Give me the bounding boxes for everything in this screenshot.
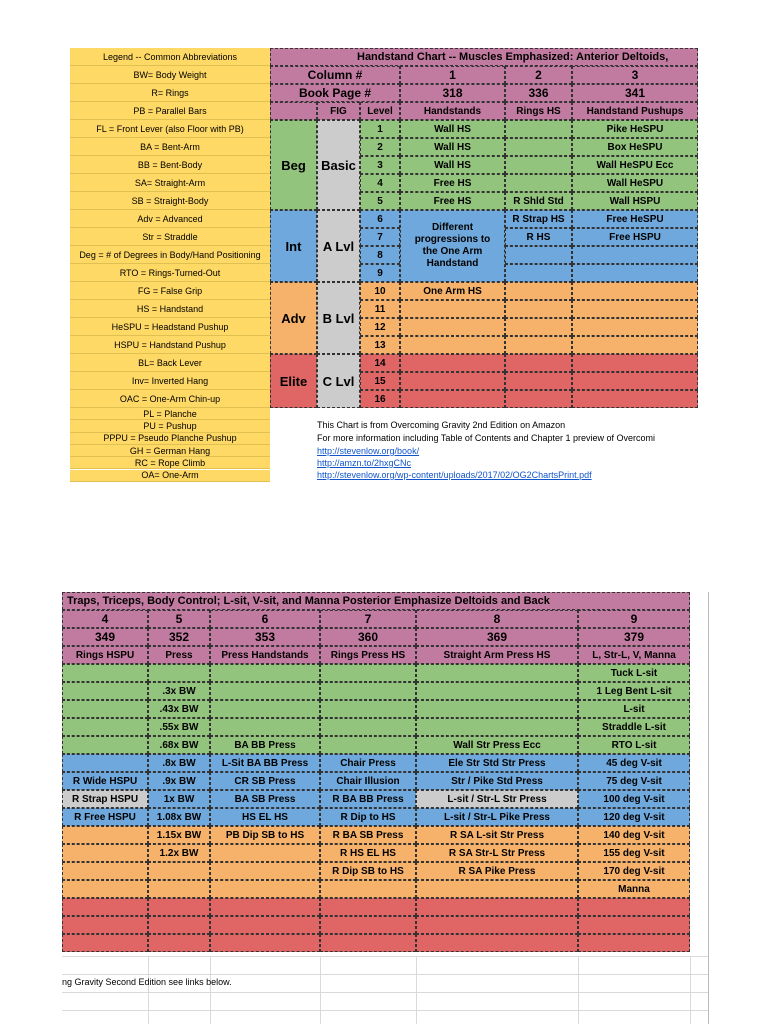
handstand-cell [400,372,505,390]
press-cell: 1.15x BW [148,826,210,844]
legend-item: OA= One-Arm [70,470,270,482]
legend-item: BB = Bent-Body [70,156,270,174]
header-blank [270,102,317,120]
lsit-vsit-cell: L-sit [578,700,690,718]
column-number: 7 [320,610,416,628]
press-cell [148,898,210,916]
rings-hs-cell [505,390,572,408]
fig-group: B Lvl [317,282,360,354]
level-number: 8 [360,246,400,264]
note-continued: ng Gravity Second Edition see links below. [62,977,232,987]
legend-item: OAC = One-Arm Chin-up [70,390,270,408]
column-header: Level [360,102,400,120]
rings-hspu-cell: R Wide HSPU [62,772,148,790]
press-handstand-cell [210,880,320,898]
hspu-cell: Wall HeSPU Ecc [572,156,698,174]
legend-item: SB = Straight-Body [70,192,270,210]
sheet-gridline [708,592,709,1024]
sheet-gridline [148,956,149,1024]
column-number: 9 [578,610,690,628]
press-handstand-cell: HS EL HS [210,808,320,826]
level-number: 6 [360,210,400,228]
rings-hs-cell: R HS [505,228,572,246]
rings-hspu-cell [62,880,148,898]
sheet-gridline [578,956,579,1024]
press-handstand-cell: PB Dip SB to HS [210,826,320,844]
column-header: Press [148,646,210,664]
column-number: 8 [416,610,578,628]
legend-item: PPPU = Pseudo Planche Pushup [70,433,270,445]
lsit-vsit-cell [578,898,690,916]
rings-hs-cell [505,318,572,336]
straight-arm-press-cell: L-sit / Str-L Pike Press [416,808,578,826]
book-page-number: 360 [320,628,416,646]
legend-item: HSPU = Handstand Pushup [70,336,270,354]
hspu-cell [572,264,698,282]
press-handstand-cell [210,682,320,700]
handstand-cell: Wall HS [400,138,505,156]
rings-hspu-cell [62,754,148,772]
lsit-vsit-cell: 170 deg V-sit [578,862,690,880]
level-number: 1 [360,120,400,138]
rings-press-hs-cell: R Dip SB to HS [320,862,416,880]
level-number: 2 [360,138,400,156]
straight-arm-press-cell [416,898,578,916]
legend-item: BW= Body Weight [70,66,270,84]
level-number: 5 [360,192,400,210]
rings-hspu-cell [62,934,148,952]
lsit-vsit-cell: 100 deg V-sit [578,790,690,808]
press-handstand-cell: BA SB Press [210,790,320,808]
column-number: 5 [148,610,210,628]
handstand-cell [400,354,505,372]
rings-press-hs-cell: R BA SB Press [320,826,416,844]
hspu-cell: Pike HeSPU [572,120,698,138]
rings-press-hs-cell [320,880,416,898]
sheet-gridline [62,992,708,993]
press-cell: .8x BW [148,754,210,772]
link-charts-pdf[interactable]: http://stevenlow.org/wp-content/uploads/2017/02/OG2ChartsPrint.pdf [317,470,592,480]
lsit-vsit-cell: 75 deg V-sit [578,772,690,790]
straight-arm-press-cell [416,664,578,682]
book-page-number: 318 [400,84,505,102]
handstand-cell: Wall HS [400,120,505,138]
legend-item: HS = Handstand [70,300,270,318]
legend-item: Adv = Advanced [70,210,270,228]
rings-hspu-cell [62,664,148,682]
lsit-vsit-cell [578,916,690,934]
column-header: Straight Arm Press HS [416,646,578,664]
lsit-vsit-cell [578,934,690,952]
handstand-cell [400,336,505,354]
straight-arm-press-cell: Str / Pike Std Press [416,772,578,790]
rings-hspu-cell: R Strap HSPU [62,790,148,808]
rings-hs-cell [505,264,572,282]
straight-arm-press-cell: L-sit / Str-L Str Press [416,790,578,808]
chart-title-top: Handstand Chart -- Muscles Emphasized: Anterior Deltoids, [270,48,698,66]
rings-press-hs-cell: Chair Press [320,754,416,772]
column-header: Rings HSPU [62,646,148,664]
hspu-cell: Free HSPU [572,228,698,246]
press-handstand-cell [210,934,320,952]
book-page-number: 379 [578,628,690,646]
rings-hs-cell [505,300,572,318]
column-header: L, Str-L, V, Manna [578,646,690,664]
press-handstand-cell [210,844,320,862]
column-header: Rings HS [505,102,572,120]
lsit-vsit-cell: 45 deg V-sit [578,754,690,772]
legend-item: BA = Bent-Arm [70,138,270,156]
legend-item: BL= Back Lever [70,354,270,372]
press-cell [148,664,210,682]
rings-hs-cell [505,336,572,354]
one-arm-progression-cell: Different progressions to the One Arm Handstand [400,210,505,282]
level-number: 10 [360,282,400,300]
rings-hs-cell [505,282,572,300]
column-header: Handstands [400,102,505,120]
press-handstand-cell [210,862,320,880]
rings-press-hs-cell: Chair Illusion [320,772,416,790]
level-number: 12 [360,318,400,336]
rings-hspu-cell [62,898,148,916]
legend-item: Str = Straddle [70,228,270,246]
hspu-cell [572,372,698,390]
column-number: 6 [210,610,320,628]
press-handstand-cell: CR SB Press [210,772,320,790]
level-number: 13 [360,336,400,354]
press-cell: 1.2x BW [148,844,210,862]
rings-hspu-cell: R Free HSPU [62,808,148,826]
rings-hspu-cell [62,916,148,934]
level-number: 9 [360,264,400,282]
legend-item: FG = False Grip [70,282,270,300]
legend-item: Inv= Inverted Hang [70,372,270,390]
rings-hspu-cell [62,736,148,754]
column-header: Press Handstands [210,646,320,664]
link-book[interactable]: http://stevenlow.org/book/ [317,446,420,456]
lsit-vsit-cell: 155 deg V-sit [578,844,690,862]
level-number: 3 [360,156,400,174]
rings-press-hs-cell [320,898,416,916]
rings-press-hs-cell [320,718,416,736]
sheet-gridline [320,956,321,1024]
level-group: Beg [270,120,317,210]
legend-item: PB = Parallel Bars [70,102,270,120]
press-cell: 1x BW [148,790,210,808]
rings-hs-cell: R Strap HS [505,210,572,228]
handstand-cell [400,300,505,318]
rings-press-hs-cell: R BA BB Press [320,790,416,808]
hspu-cell [572,282,698,300]
level-number: 7 [360,228,400,246]
legend-item: RTO = Rings-Turned-Out [70,264,270,282]
rings-hspu-cell [62,682,148,700]
book-page-number: 349 [62,628,148,646]
legend-title: Legend -- Common Abbreviations [70,48,270,66]
hspu-cell [572,300,698,318]
legend-item: PL = Planche [70,408,270,420]
press-handstand-cell [210,664,320,682]
lsit-vsit-cell: Straddle L-sit [578,718,690,736]
straight-arm-press-cell: R SA Pike Press [416,862,578,880]
sheet-gridline [62,1010,708,1011]
press-handstand-cell: BA BB Press [210,736,320,754]
sheet-gridline [210,956,211,1024]
column-number: 4 [62,610,148,628]
legend-item: Deg = # of Degrees in Body/Hand Positioning [70,246,270,264]
straight-arm-press-cell [416,700,578,718]
legend-item: FL = Front Lever (also Floor with PB) [70,120,270,138]
book-page-label: Book Page # [270,84,400,102]
level-number: 14 [360,354,400,372]
rings-press-hs-cell [320,934,416,952]
column-number: 2 [505,66,572,84]
press-handstand-cell [210,718,320,736]
lsit-vsit-cell: 140 deg V-sit [578,826,690,844]
straight-arm-press-cell: R SA L-sit Str Press [416,826,578,844]
press-cell: 1.08x BW [148,808,210,826]
press-cell [148,934,210,952]
legend-item: HeSPU = Headstand Pushup [70,318,270,336]
press-cell: .9x BW [148,772,210,790]
hspu-cell: Box HeSPU [572,138,698,156]
level-group: Elite [270,354,317,408]
legend-item: RC = Rope Climb [70,457,270,469]
press-cell: .68x BW [148,736,210,754]
level-group: Int [270,210,317,282]
column-header: Handstand Pushups [572,102,698,120]
handstand-cell [400,390,505,408]
level-number: 16 [360,390,400,408]
rings-press-hs-cell [320,700,416,718]
rings-press-hs-cell: R HS EL HS [320,844,416,862]
level-group: Adv [270,282,317,354]
column-header: FIG [317,102,360,120]
hspu-cell: Wall HeSPU [572,174,698,192]
column-number: 1 [400,66,505,84]
handstand-cell: Wall HS [400,156,505,174]
rings-hs-cell [505,246,572,264]
press-cell [148,862,210,880]
rings-hs-cell [505,354,572,372]
level-number: 15 [360,372,400,390]
handstand-cell: Free HS [400,192,505,210]
note-more-info: For more information including Table of Contents and Chapter 1 preview of Overcomi [317,433,656,443]
straight-arm-press-cell [416,934,578,952]
rings-hspu-cell [62,844,148,862]
hspu-cell: Free HeSPU [572,210,698,228]
hspu-cell [572,390,698,408]
lsit-vsit-cell: Tuck L-sit [578,664,690,682]
level-number: 11 [360,300,400,318]
level-number: 4 [360,174,400,192]
fig-group: Basic [317,120,360,210]
press-cell: .55x BW [148,718,210,736]
fig-group: C Lvl [317,354,360,408]
hspu-cell [572,336,698,354]
lsit-vsit-cell: RTO L-sit [578,736,690,754]
sheet-gridline [416,956,417,1024]
press-cell: .3x BW [148,682,210,700]
rings-hs-cell [505,174,572,192]
book-page-number: 369 [416,628,578,646]
straight-arm-press-cell: Ele Str Std Str Press [416,754,578,772]
column-label: Column # [270,66,400,84]
legend-item: GH = German Hang [70,445,270,457]
rings-hspu-cell [62,826,148,844]
rings-hspu-cell [62,718,148,736]
press-cell: .43x BW [148,700,210,718]
hspu-cell [572,318,698,336]
link-amazon[interactable]: http://amzn.to/2hxgCNc [317,458,412,468]
straight-arm-press-cell [416,682,578,700]
press-cell [148,916,210,934]
rings-hspu-cell [62,700,148,718]
rings-press-hs-cell [320,682,416,700]
press-handstand-cell [210,700,320,718]
straight-arm-press-cell: Wall Str Press Ecc [416,736,578,754]
rings-hspu-cell [62,862,148,880]
sheet-gridline [690,956,691,1024]
sheet-gridline [62,956,708,957]
hspu-cell [572,354,698,372]
legend-item: SA= Straight-Arm [70,174,270,192]
press-cell [148,880,210,898]
book-page-number: 353 [210,628,320,646]
book-page-number: 352 [148,628,210,646]
column-number: 3 [572,66,698,84]
straight-arm-press-cell: R SA Str-L Str Press [416,844,578,862]
straight-arm-press-cell [416,916,578,934]
rings-hs-cell [505,156,572,174]
rings-press-hs-cell [320,664,416,682]
rings-hs-cell [505,372,572,390]
rings-press-hs-cell [320,916,416,934]
book-page-number: 336 [505,84,572,102]
chart-title-bottom: Traps, Triceps, Body Control; L-sit, V-sit, and Manna Posterior Emphasize Deltoids and Back [62,592,690,610]
fig-group: A Lvl [317,210,360,282]
rings-press-hs-cell: R Dip to HS [320,808,416,826]
rings-hs-cell [505,138,572,156]
handstand-cell [400,318,505,336]
rings-press-hs-cell [320,736,416,754]
press-handstand-cell [210,898,320,916]
rings-hs-cell: R Shld Std [505,192,572,210]
lsit-vsit-cell: Manna [578,880,690,898]
rings-hs-cell [505,120,572,138]
straight-arm-press-cell [416,880,578,898]
handstand-cell: Free HS [400,174,505,192]
press-handstand-cell [210,916,320,934]
press-handstand-cell: L-Sit BA BB Press [210,754,320,772]
lsit-vsit-cell: 1 Leg Bent L-sit [578,682,690,700]
column-header: Rings Press HS [320,646,416,664]
note-source: This Chart is from Overcoming Gravity 2nd Edition on Amazon [317,420,566,430]
hspu-cell [572,246,698,264]
straight-arm-press-cell [416,718,578,736]
legend-item: PU = Pushup [70,420,270,432]
book-page-number: 341 [572,84,698,102]
legend-item: R= Rings [70,84,270,102]
handstand-cell: One Arm HS [400,282,505,300]
hspu-cell: Wall HSPU [572,192,698,210]
lsit-vsit-cell: 120 deg V-sit [578,808,690,826]
